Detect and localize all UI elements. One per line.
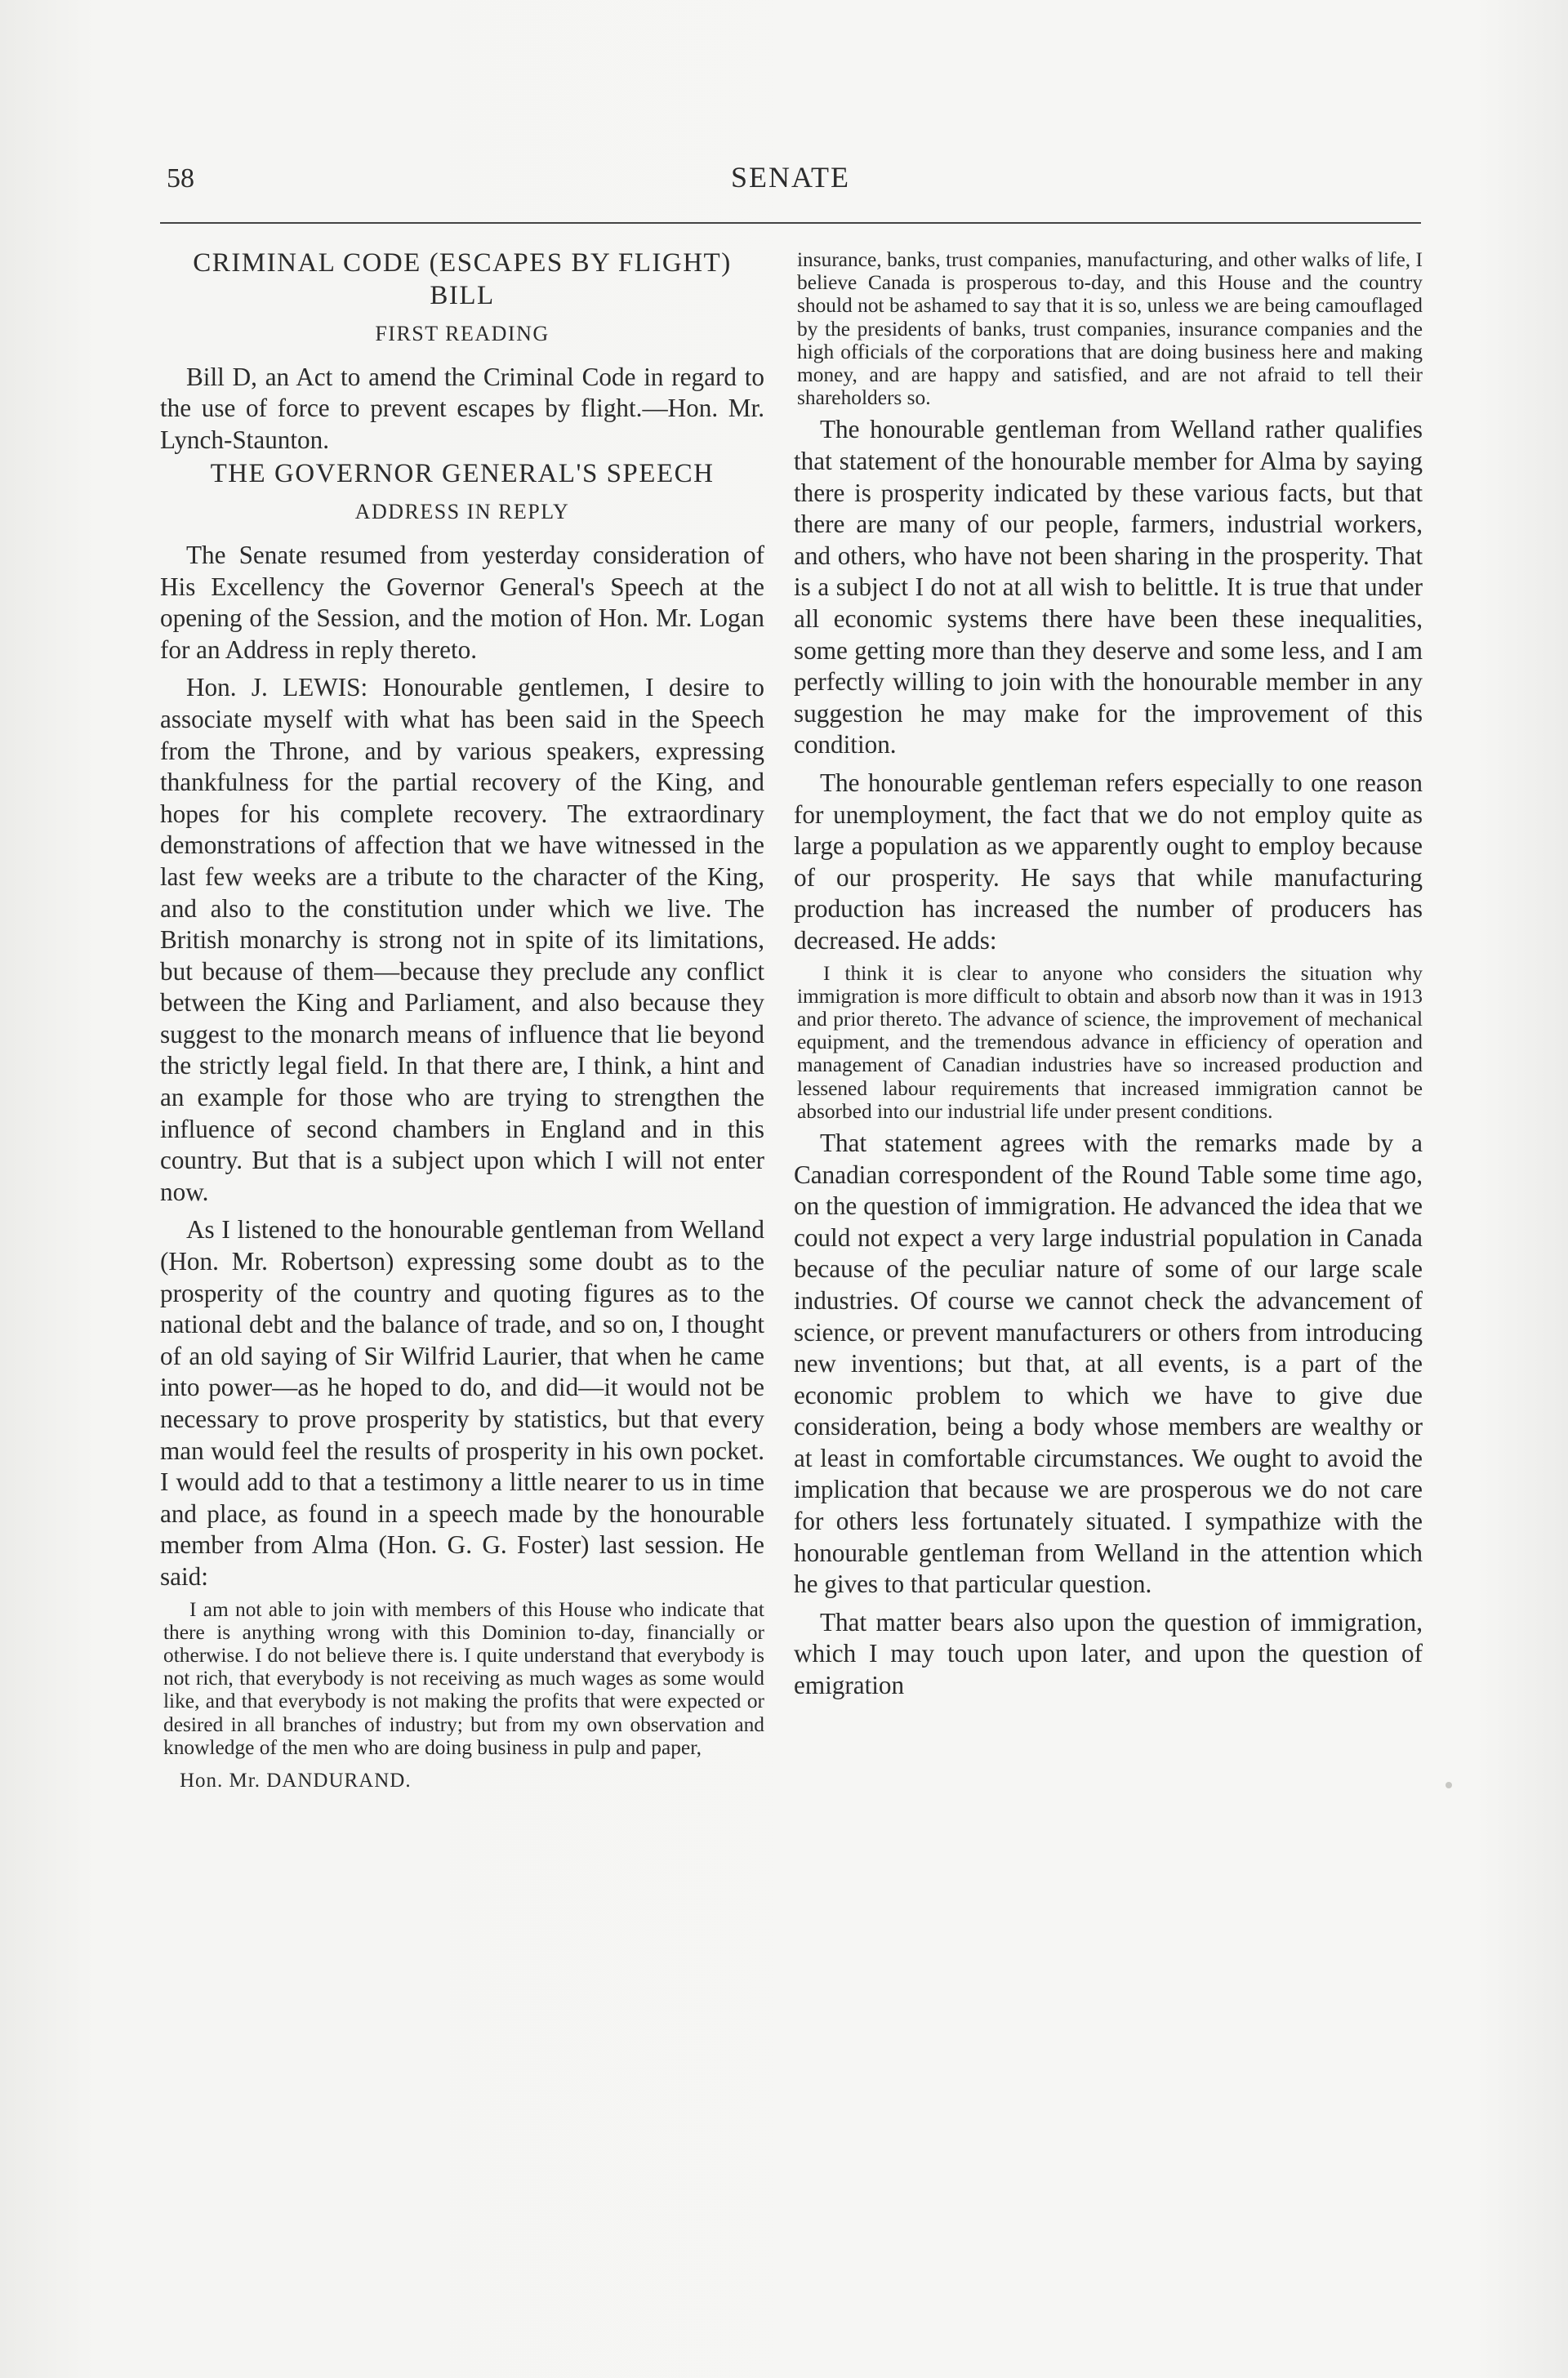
running-head: SENATE xyxy=(731,161,850,194)
paragraph: The Senate resumed from yesterday consideration of His Excellency the Governor General's Speech at the opening of the Session, and the motion of Hon. Mr. Logan for an Address in reply thereto. xyxy=(160,540,764,664)
block-quote xyxy=(794,962,1423,1123)
quote-text: I am not able to join with members of this House who indicate that there is anything wrong with this Dominion to-day, financially or otherwise. I do not believe there is. I quite understand that everybody is not rich, that everybody is not receiving as much wages as some would like, and that everybody is not making the profits that were expected or desired in all branches of industry; but from my own observation and knowledge of the men who are doing business in pulp and paper, xyxy=(163,1597,764,1759)
quote-text: insurance, banks, trust companies, manufacturing, and other walks of life, I believe Canada is prosperous to-day, and this House and the country should not be ashamed to say that it is so, unless we are being camouflaged by the presidents of banks, trust companies, insurance companies and the high officials of the corporations that are doing business here and making money, and are happy and satisfied, and are not afraid to tell their shareholders so. xyxy=(797,248,1423,410)
block-quote-continued xyxy=(794,248,1423,409)
paragraph: That statement agrees with the remarks made by a Canadian correspondent of the Round Table some time ago, on the question of immigration. He advanced the idea that we could not expect a very large industrial population in Canada because of the peculiar nature of some of our large scale industries. Of course we cannot check the advancement of science, or prevent manufacturers or others from introducing new inventions; but that, at all events, is a part of the economic problem to which we have to give due consideration, being a body whose members are wealthy or at least in comfortable circumstances. We ought to avoid the implication that because we are prosperous we do not care for others less fortunately situated. I sympathize with the honourable gentleman from Welland in the attention which he gives to that particular question. xyxy=(794,1128,1423,1599)
left-column xyxy=(160,245,764,1797)
page-header xyxy=(160,160,1421,201)
bill-text: Bill D, an Act to amend the Criminal Code in regard to the use of force to prevent escapes by flight.—Hon. Mr. Lynch-Staunton. xyxy=(160,362,764,454)
paragraph: The honourable gentleman from Welland rather qualifies that statement of the honourable member for Alma by saying there is prosperity indicated by these various facts, but that there are many of our people, farmers, industrial workers, and others, who have not been sharing in the prosperity. That is a subject I do not at all wish to belittle. It is true that under all economic systems there have been these inequalities, some getting more than they deserve and some less, and I am perfectly willing to join with the honourable member in any suggestion he may make for the improvement of this condition. xyxy=(794,415,1423,759)
speech-title: THE GOVERNOR GENERAL'S SPEECH xyxy=(210,459,715,489)
speech-subtitle: ADDRESS IN REPLY xyxy=(354,500,570,524)
block-quote xyxy=(160,1598,764,1759)
bill-subtitle: FIRST READING xyxy=(375,322,550,345)
right-column xyxy=(794,245,1423,1702)
bill-title: CRIMINAL CODE (ESCAPES BY FLIGHT) BILL xyxy=(193,248,732,310)
paragraph: That matter bears also upon the question of immigration, which I may touch upon later, and upon the question of emigration xyxy=(794,1607,1423,1700)
header-rule xyxy=(160,222,1421,224)
paragraph: Hon. J. LEWIS: Honourable gentlemen, I desire to associate myself with what has been said in the Speech from the Throne, and by various speakers, expressing thankfulness for the partial recovery of the King, and hopes for his complete recovery. The extraordinary demonstrations of affection that we have witnessed in the last few weeks are a tribute to the character of the King, and also to the constitution under which we live. The British monarchy is strong not in spite of its limitations, but because of them—because they preclude any conflict between the King and Parliament, and also because they suggest to the monarch means of influence that lie beyond the strictly legal field. In that there are, I think, a hint and an example for those who are trying to strengthen the influence of second chambers in England and in this country. But that is a subject upon which I will not enter now. xyxy=(160,673,764,1206)
page-signature: Hon. Mr. DANDURAND. xyxy=(180,1769,412,1792)
page-number: 58 xyxy=(167,163,194,194)
scan-speck xyxy=(1446,1782,1452,1788)
quote-text: I think it is clear to anyone who considers the situation why immigration is more difficult to obtain and absorb now than it was in 1913 and prior thereto. The advance of science, the improvement of mechanical equipment, and the tremendous advance in efficiency of operation and management of Canadian industries have so increased production and lessened labour requirements that increased immigration cannot be absorbed into our industrial life under present conditions. xyxy=(797,961,1423,1123)
paragraph: As I listened to the honourable gentleman from Welland (Hon. Mr. Robertson) expressing some doubt as to the prosperity of the country and quoting figures as to the national debt and the balance of trade, and so on, I thought of an old saying of Sir Wilfrid Laurier, that when he came into power—as he hoped to do, and did—it would not be necessary to prove prosperity by statistics, but that every man would feel the results of prosperity in his own pocket. I would add to that a testimony a little nearer to us in time and place, as found in a speech made by the honourable member from Alma (Hon. G. G. Foster) last session. He said: xyxy=(160,1215,764,1591)
paragraph: The honourable gentleman refers especially to one reason for unemployment, the fact that we do not employ quite as large a population as we apparently ought to employ because of our prosperity. He says that while manufacturing production has increased the number of producers has decreased. He adds: xyxy=(794,768,1423,955)
